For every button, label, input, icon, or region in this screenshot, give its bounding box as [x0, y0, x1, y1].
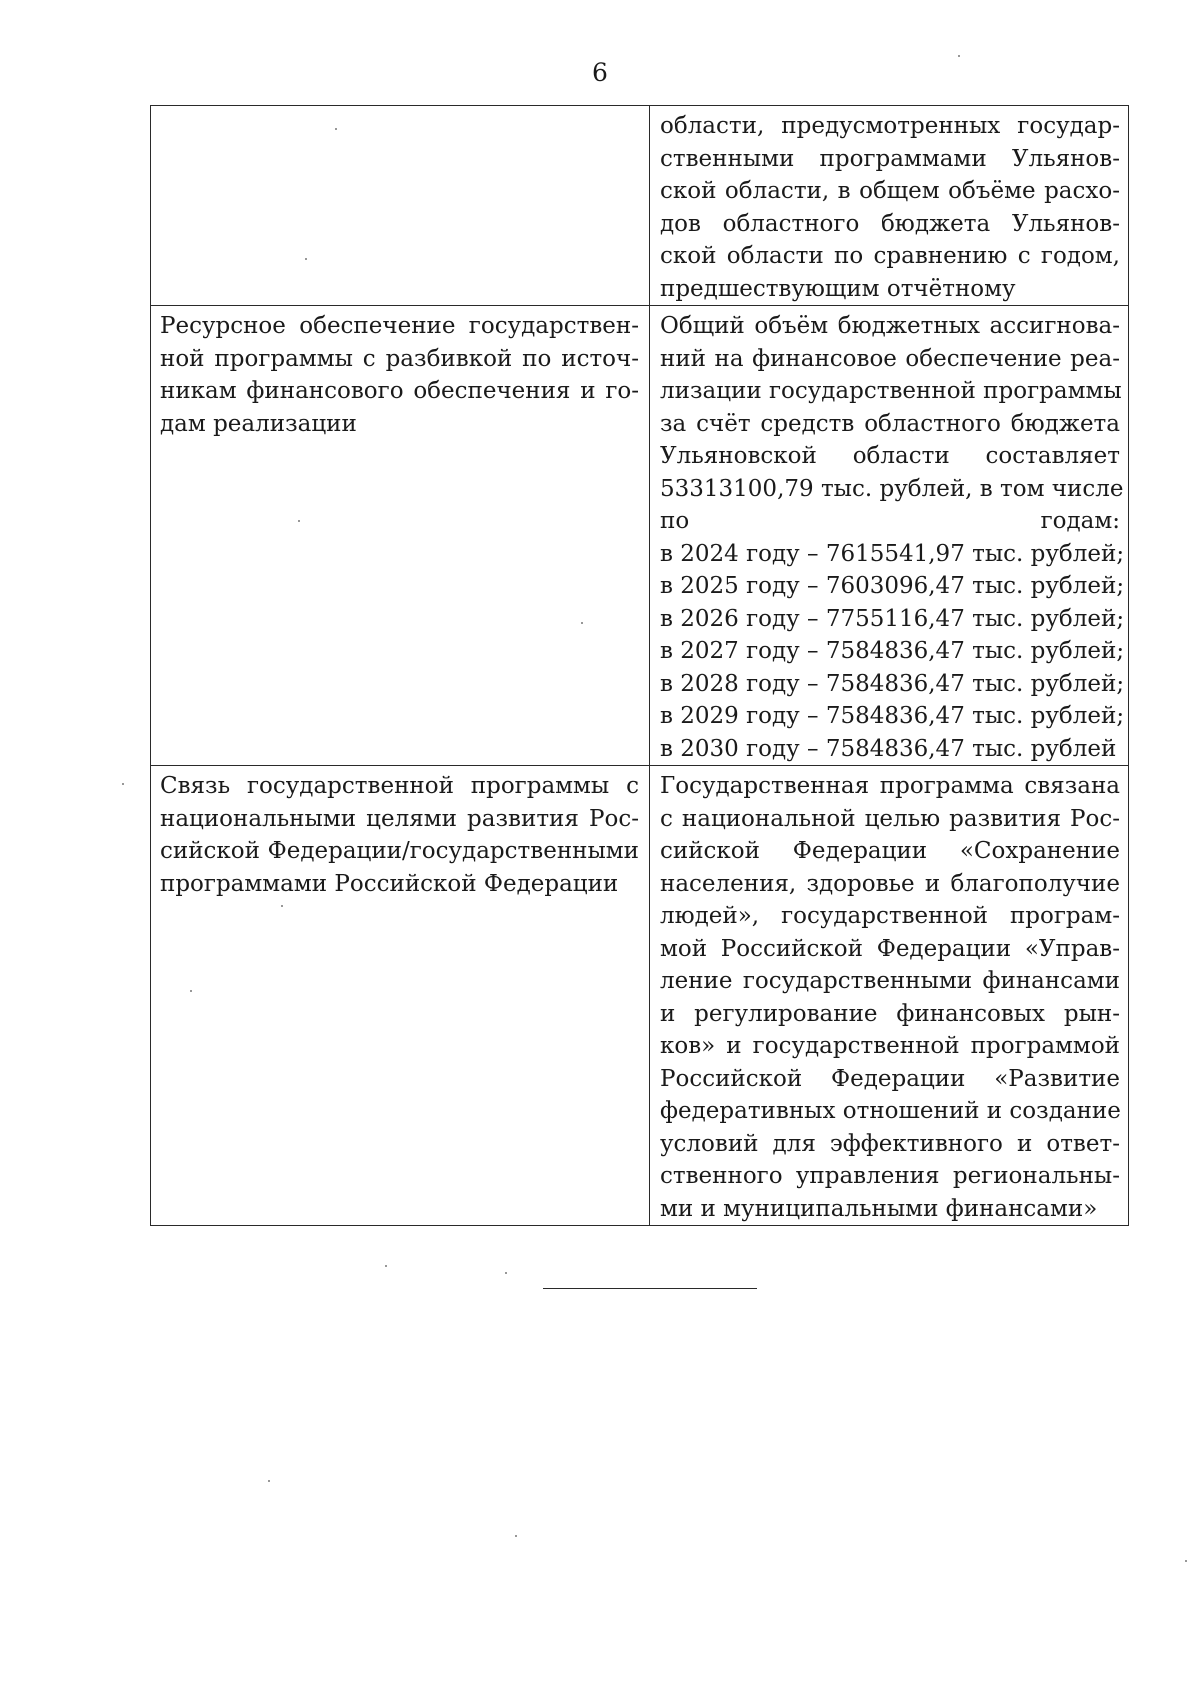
text-line: ление государственными финансами	[660, 968, 1120, 994]
text-line: ственными программами Ульянов-	[660, 145, 1120, 172]
text-line: Государственная программа связана	[660, 773, 1120, 799]
text-line: ской области, в общем объёме расхо-	[660, 178, 1120, 204]
scan-speck	[190, 990, 192, 992]
text-line: в 2028 году – 7584836,47 тыс. рублей;	[660, 670, 1125, 697]
text-line: в 2030 году – 7584836,47 тыс. рублей	[660, 735, 1117, 762]
text-line: предшествующим отчётному	[660, 275, 1016, 302]
row-label-cell	[151, 766, 650, 1226]
text-line: ний на финансовое обеспечение реа-	[660, 345, 1120, 372]
text-line: 53313100,79 тыс. рублей, в том числе	[660, 475, 1124, 502]
text-line: ков» и государственной программой	[660, 1033, 1120, 1059]
row-label-cell	[151, 106, 650, 306]
text-line: в 2026 году – 7755116,47 тыс. рублей;	[660, 605, 1125, 632]
text-line: в 2024 году – 7615541,97 тыс. рублей;	[660, 540, 1125, 567]
text-line: в 2025 году – 7603096,47 тыс. рублей;	[660, 573, 1125, 599]
text-line: и регулирование финансовых рын-	[660, 1000, 1120, 1027]
text-line: Ресурсное обеспечение государствен-	[160, 313, 639, 339]
text-line: ской области по сравнению с годом,	[660, 243, 1120, 269]
end-separator-line	[543, 1288, 757, 1289]
text-line: Ульяновской области составляет	[660, 443, 1120, 469]
scan-speck	[581, 622, 583, 624]
text-line: населения, здоровье и благополучие	[660, 870, 1120, 897]
scan-speck	[305, 258, 307, 260]
text-line: Российской Федерации «Развитие	[660, 1065, 1120, 1092]
text-line: ной программы с разбивкой по источ-	[160, 345, 639, 372]
scan-speck	[281, 905, 283, 907]
scan-speck	[268, 1480, 270, 1482]
row-value-text	[650, 106, 1128, 305]
table-body	[151, 106, 1129, 1226]
text-line: Связь государственной программы с	[160, 773, 639, 799]
text-line: людей», государственной програм-	[660, 903, 1120, 929]
text-line: сийской Федерации/государственными	[160, 838, 639, 864]
text-line: ственного управления региональны-	[660, 1163, 1120, 1189]
text-line: области, предусмотренных государ-	[660, 113, 1120, 139]
row-value-cell	[650, 306, 1129, 766]
scan-speck	[122, 783, 124, 785]
text-line: никам финансового обеспечения и го-	[160, 378, 639, 404]
text-line: условий для эффективного и ответ-	[660, 1130, 1120, 1157]
text-line: мой Российской Федерации «Управ-	[660, 935, 1120, 962]
text-line: по годам:	[660, 508, 1120, 534]
passport-table	[150, 105, 1129, 1226]
table-row	[151, 106, 1129, 306]
table-row	[151, 766, 1129, 1226]
text-line: дов областного бюджета Ульянов-	[660, 210, 1120, 237]
scan-speck	[385, 1265, 387, 1267]
text-line: за счёт средств областного бюджета	[660, 410, 1120, 437]
row-label-text	[151, 306, 649, 446]
text-line: в 2029 году – 7584836,47 тыс. рублей;	[660, 703, 1125, 729]
text-line: в 2027 году – 7584836,47 тыс. рублей;	[660, 638, 1125, 664]
page-number: 6	[592, 58, 608, 87]
text-line: сийской Федерации «Сохранение	[660, 838, 1120, 864]
row-value-cell	[650, 766, 1129, 1226]
row-value-text	[650, 306, 1128, 765]
table-row	[151, 306, 1129, 766]
row-label-cell	[151, 306, 650, 766]
text-line: лизации государственной программы	[660, 378, 1122, 404]
scan-speck	[1185, 1560, 1187, 1562]
text-line: Общий объём бюджетных ассигнова-	[660, 313, 1120, 339]
text-line: национальными целями развития Рос-	[160, 805, 639, 832]
text-line: программами Российской Федерации	[160, 870, 619, 897]
scan-speck	[505, 1272, 507, 1274]
text-line: федеративных отношений и создание	[660, 1098, 1121, 1124]
text-line: с национальной целью развития Рос-	[660, 805, 1120, 832]
row-label-text	[151, 106, 649, 116]
row-value-text	[650, 766, 1128, 1225]
row-label-text	[151, 766, 649, 906]
scan-speck	[298, 520, 300, 522]
text-line: ми и муниципальными финансами»	[660, 1195, 1098, 1222]
scan-speck	[335, 128, 337, 130]
scan-speck	[958, 55, 960, 57]
text-line: дам реализации	[160, 410, 357, 437]
scan-speck	[515, 1535, 517, 1537]
row-value-cell	[650, 106, 1129, 306]
